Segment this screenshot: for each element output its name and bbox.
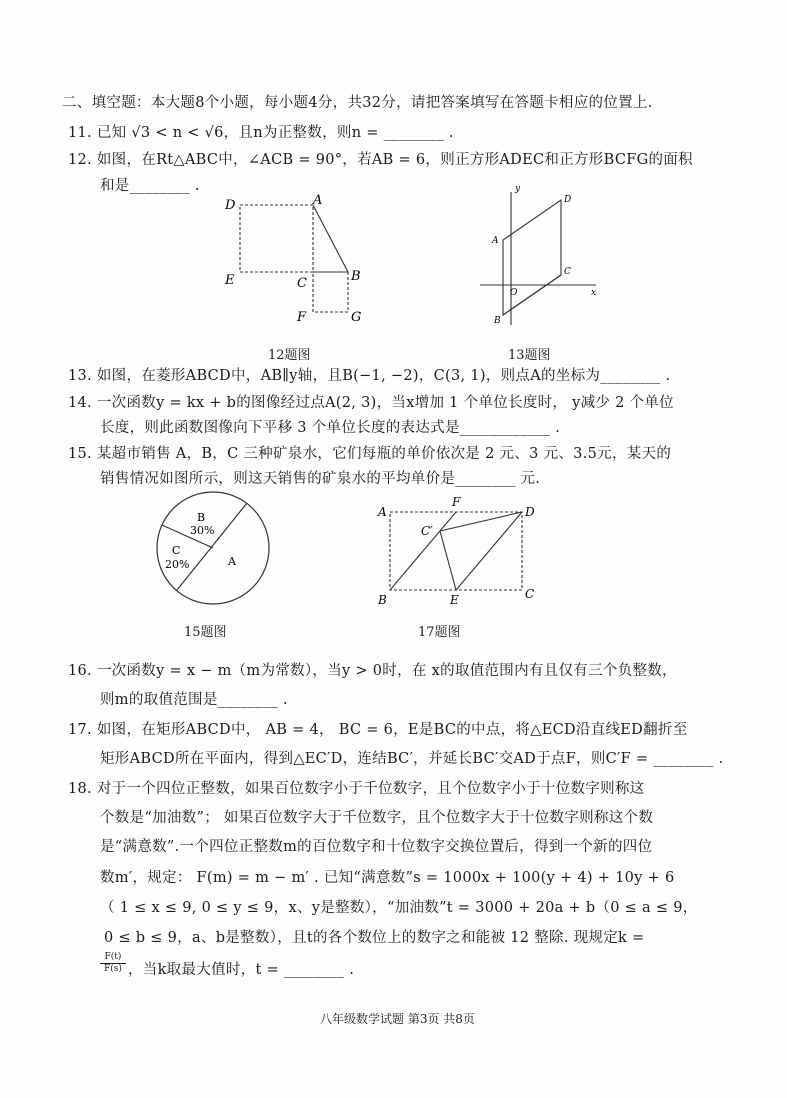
question-11: 11. 已知 √3 < n < √6，且n为正整数，则n = ________ . xyxy=(68,125,454,141)
slice-b-percent: 30% xyxy=(190,524,215,537)
label-d: D xyxy=(525,505,535,519)
segment-ed xyxy=(456,512,522,590)
caption-fig17: 17题图 xyxy=(418,625,461,640)
figure-15-pie xyxy=(155,490,275,610)
question-14-line2: 长度，则此函数图像向下平移 3 个单位长度的表达式是____________ . xyxy=(100,420,561,436)
question-17-line1: 17. 如图，在矩形ABCD中， AB = 4， BC = 6，E是BC的中点，将△ECD沿直线ED翻折至 xyxy=(68,722,688,738)
section-header: 二、填空题：本大题8个小题，每小题4分，共32分，请把答案填写在答题卡相应的位置上. xyxy=(62,95,653,111)
question-18-line6: 0 ≤ b ≤ 9，a、b是整数），且t的各个数位上的数字之和能被 12 整除. 现规定k = xyxy=(104,930,645,946)
question-18-line4: 数m′，规定： F(m) = m − m′ . 已知“满意数”s = 1000x + 100(y + 4) + 10y + 6 xyxy=(100,870,675,886)
question-17-line2: 矩形ABCD所在平面内，得到△EC′D，连结BC′，并延长BC′交AD于点F，则C′F = ________ . xyxy=(100,751,724,767)
fraction-denominator: F(s) xyxy=(100,963,126,975)
question-18-line7: ，当k取最大值时，t = ________ . xyxy=(128,962,355,978)
question-14-line1: 14. 一次函数y = kx + b的图像经过点A(2, 3)，当x增加 1 个单位长度时， y减少 2 个单位 xyxy=(68,395,674,411)
label-x: x xyxy=(591,288,597,298)
label-y: y xyxy=(515,184,521,194)
figure-13 xyxy=(478,180,603,330)
caption-fig15: 15题图 xyxy=(184,625,227,640)
square-bcfg xyxy=(313,272,348,312)
label-c: C xyxy=(525,587,535,601)
question-18-line5: （ 1 ≤ x ≤ 9, 0 ≤ y ≤ 9，x、y是整数），“加油数”t = 3000 + 20a + b（0 ≤ a ≤ 9， xyxy=(100,900,698,916)
caption-fig12: 12题图 xyxy=(268,348,311,363)
label-f: F xyxy=(297,310,307,325)
question-16-line2: 则m的取值范围是________ . xyxy=(100,692,288,708)
pie-divider-ab-ac xyxy=(177,503,247,590)
question-18-line3: 是“满意数”.一个四位正整数m的百位数字和十位数字交换位置后，得到一个新的四位 xyxy=(100,839,653,855)
figure-17 xyxy=(370,494,545,609)
fraction-numerator: F(t) xyxy=(104,952,122,962)
label-c: C xyxy=(564,267,571,277)
label-b: B xyxy=(351,269,361,284)
label-a: A xyxy=(313,193,323,208)
caption-fig13: 13题图 xyxy=(508,348,551,363)
label-e: E xyxy=(225,273,235,288)
label-c: C xyxy=(297,276,307,291)
slice-c-percent: 20% xyxy=(165,558,190,571)
label-e: E xyxy=(450,593,459,607)
slice-b-label: B xyxy=(197,511,206,524)
label-b: B xyxy=(494,316,501,326)
page-footer: 八年级数学试题 第3页 共8页 xyxy=(320,1012,475,1026)
label-g: G xyxy=(351,310,362,325)
slice-a-label: A xyxy=(228,555,236,568)
question-15-line2: 销售情况如图所示，则这天销售的矿泉水的平均单价是________ 元. xyxy=(100,471,541,487)
slice-c-label: C xyxy=(172,544,181,557)
square-adec xyxy=(240,205,313,272)
label-d: D xyxy=(225,198,236,213)
segment-cpd xyxy=(440,512,522,531)
rectangle-abcd xyxy=(390,512,522,590)
label-d: D xyxy=(564,195,572,205)
question-18-line1: 18. 对于一个四位正整数，如果百位数字小于千位数字，且个位数字小于十位数字则称这 xyxy=(68,781,645,797)
label-b: B xyxy=(378,593,387,607)
question-15-line1: 15. 某超市销售 A，B，C 三种矿泉水，它们每瓶的单价依次是 2 元、3 元、3.5元，某天的 xyxy=(68,446,672,462)
question-12-line1: 12. 如图，在Rt△ABC中，∠ACB = 90°，若AB = 6，则正方形ADEC和正方形BCFG的面积 xyxy=(68,152,693,168)
question-18-line2: 个数是“加油数”； 如果百位数字大于千位数字，且个位数字大于十位数字则称这个数 xyxy=(100,810,654,826)
label-a: A xyxy=(378,505,387,519)
label-o: O xyxy=(510,288,518,298)
question-12-line2: 和是________ . xyxy=(100,178,200,194)
label-cprime: C′ xyxy=(421,524,433,538)
question-16-line1: 16. 一次函数y = x − m（m为常数），当y > 0时，在 x的取值范围内有且仅有三个负整数， xyxy=(68,663,677,679)
label-f: F xyxy=(452,495,461,509)
question-13: 13. 如图，在菱形ABCD中，AB∥y轴，且B(−1, −2)，C(3, 1)，则点A的坐标为________ . xyxy=(68,368,671,384)
segment-cpe xyxy=(440,531,456,590)
segment-ab xyxy=(313,205,348,272)
figure-12 xyxy=(220,190,370,330)
k-fraction xyxy=(100,952,126,975)
label-a: A xyxy=(492,236,499,246)
